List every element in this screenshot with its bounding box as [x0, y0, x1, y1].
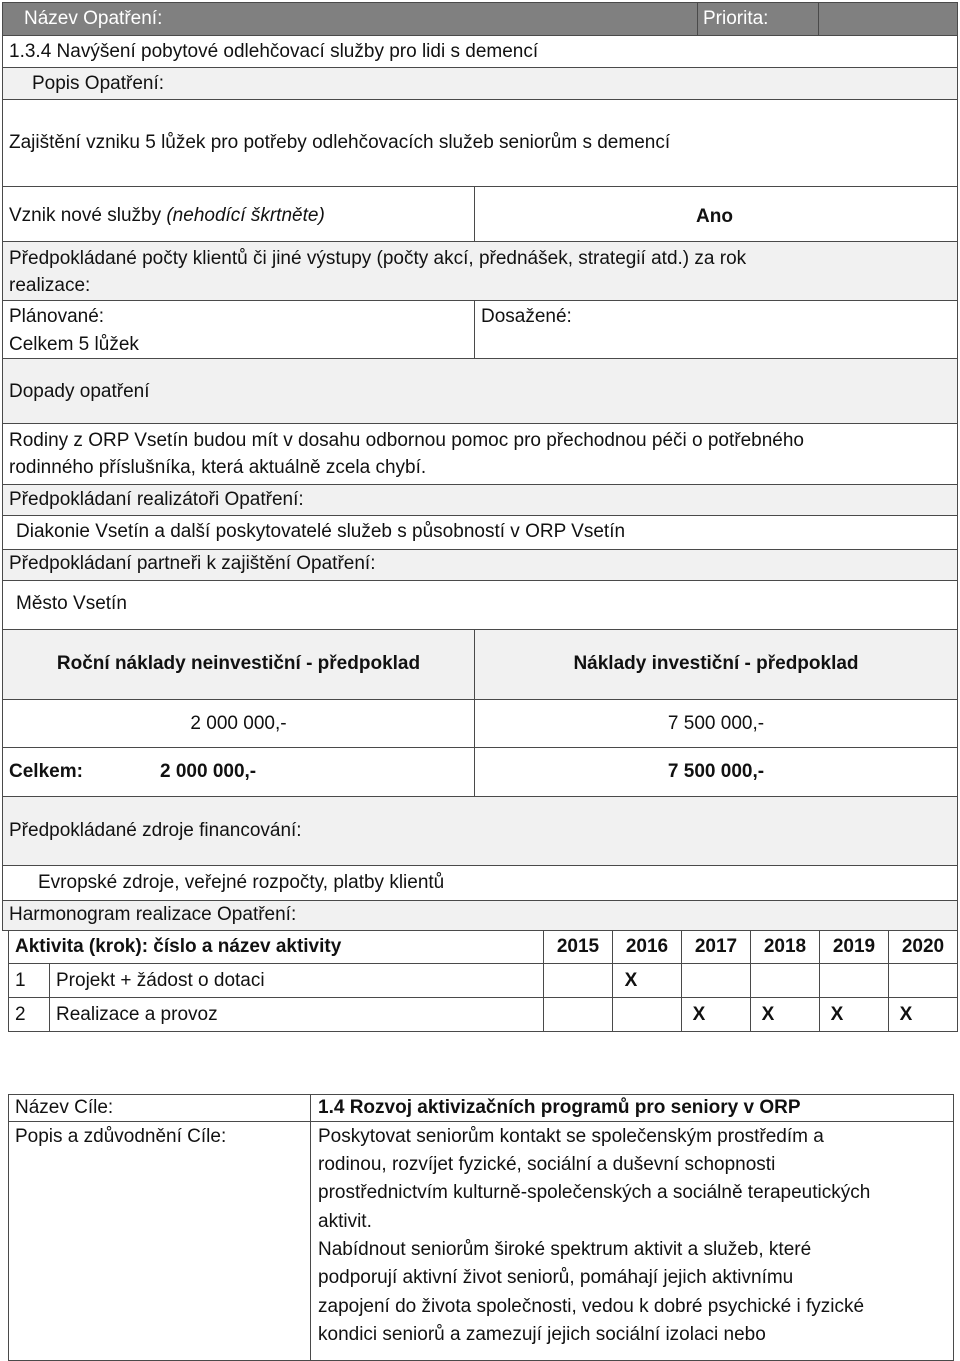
schedule-label: Harmonogram realizace Opatření:	[9, 904, 297, 925]
funding-label: Předpokládané zdroje financování:	[9, 820, 302, 841]
total-noninvest-value: 2 000 000,-	[160, 761, 257, 782]
new-service-value: Ano	[696, 206, 733, 227]
cost-invest-label: Náklady investiční - předpoklad	[573, 653, 859, 674]
new-service-label	[9, 204, 325, 228]
schedule-mark: X	[761, 1004, 775, 1025]
planned-value: Celkem 5 lůžek	[9, 334, 139, 355]
description-text: Zajištění vzniku 5 lůžek pro potřeby odlehčovacích služeb seniorům s demencí	[9, 132, 671, 153]
schedule-mark: X	[692, 1004, 706, 1025]
year-label: 2015	[556, 936, 600, 957]
goal-description-line: kondici seniorů a zamezují jejich sociální izolaci nebo	[318, 1324, 766, 1345]
goal-description-line: zapojení do života společnosti, vedou k dobré psychické i fyzické	[318, 1296, 865, 1317]
schedule-mark: X	[830, 1004, 844, 1025]
cost-invest-value: 7 500 000,-	[667, 713, 765, 734]
goal-description-label: Popis a zdůvodnění Cíle:	[15, 1126, 227, 1147]
schedule-mark-cell	[819, 963, 889, 998]
implementers-value: Diakonie Vsetín a další poskytovatelé služeb s působností v ORP Vsetín	[16, 521, 626, 542]
new-service-hint: (nehodící škrtněte)	[166, 205, 325, 226]
year-label: 2018	[763, 936, 807, 957]
total-label: Celkem:	[9, 761, 83, 782]
schedule-mark: X	[624, 970, 638, 991]
schedule-activity-header: Aktivita (krok): číslo a název aktivity	[15, 936, 342, 957]
schedule-mark-cell	[543, 997, 613, 1032]
goal-description-line: aktivit.	[318, 1211, 372, 1232]
priority-value-cell	[818, 2, 958, 36]
schedule-mark-cell	[750, 963, 820, 998]
impacts-text-line1: Rodiny z ORP Vsetín budou mít v dosahu odbornou pomoc pro přechodnou péči o potřebného	[9, 430, 805, 451]
impacts-label: Dopady opatření	[9, 381, 150, 402]
schedule-row-1-num: 1	[15, 970, 26, 991]
description-label: Popis Opatření:	[32, 73, 165, 94]
schedule-row-2-name: Realizace a provoz	[56, 1004, 218, 1025]
goal-description-line: Poskytovat seniorům kontakt se společenským prostředím a	[318, 1126, 824, 1147]
cost-noninvest-label: Roční náklady neinvestiční - předpoklad	[56, 653, 421, 674]
schedule-mark: X	[899, 1004, 913, 1025]
year-label: 2019	[832, 936, 876, 957]
new-service-label-text: Vznik nové služby	[9, 205, 162, 226]
partners-value: Město Vsetín	[16, 593, 127, 614]
achieved-label: Dosažené:	[481, 306, 572, 327]
outputs-label-line2: realizace:	[9, 275, 91, 296]
goal-name-value: 1.4 Rozvoj aktivizačních programů pro seniory v ORP	[318, 1097, 801, 1118]
schedule-row-2-num: 2	[15, 1004, 26, 1025]
implementers-label: Předpokládaní realizátoři Opatření:	[9, 489, 304, 510]
schedule-mark-cell	[888, 963, 958, 998]
goal-description-line: Nabídnout seniorům široké spektrum aktivit a služeb, které	[318, 1239, 812, 1260]
schedule-row-1-name: Projekt + žádost o dotaci	[56, 970, 265, 991]
planned-label: Plánované:	[9, 306, 105, 327]
measure-name-value: 1.3.4 Navýšení pobytové odlehčovací služby pro lidi s demencí	[9, 41, 539, 62]
priority-label: Priorita:	[703, 8, 769, 29]
goal-description-line: rodinou, rozvíjet fyzické, sociální a duševní schopnosti	[318, 1154, 776, 1175]
total-invest-value: 7 500 000,-	[667, 761, 765, 782]
partners-value-row	[2, 580, 958, 630]
year-label: 2017	[694, 936, 738, 957]
year-label: 2020	[901, 936, 945, 957]
cost-noninvest-value: 2 000 000,-	[190, 713, 287, 734]
goal-name-label: Název Cíle:	[15, 1097, 114, 1118]
measure-name-label: Název Opatření:	[24, 8, 163, 29]
goal-description-label-cell	[8, 1121, 311, 1361]
schedule-mark-cell	[681, 963, 751, 998]
impacts-text-line2: rodinného příslušníka, která aktuálně zcela chybí.	[9, 457, 427, 478]
outputs-label-line1: Předpokládané počty klientů či jiné výstupy (počty akcí, přednášek, strategií atd.) za rok	[9, 248, 747, 269]
goal-description-line: prostřednictvím kulturně-společenských a sociálně terapeutických	[318, 1182, 871, 1203]
goal-description-line: podporují aktivní život seniorů, pomáhají jejich aktivnímu	[318, 1267, 794, 1288]
funding-value: Evropské zdroje, veřejné rozpočty, platby klientů	[38, 872, 445, 893]
partners-label: Předpokládaní partneři k zajištění Opatření:	[9, 553, 376, 574]
year-label: 2016	[625, 936, 669, 957]
